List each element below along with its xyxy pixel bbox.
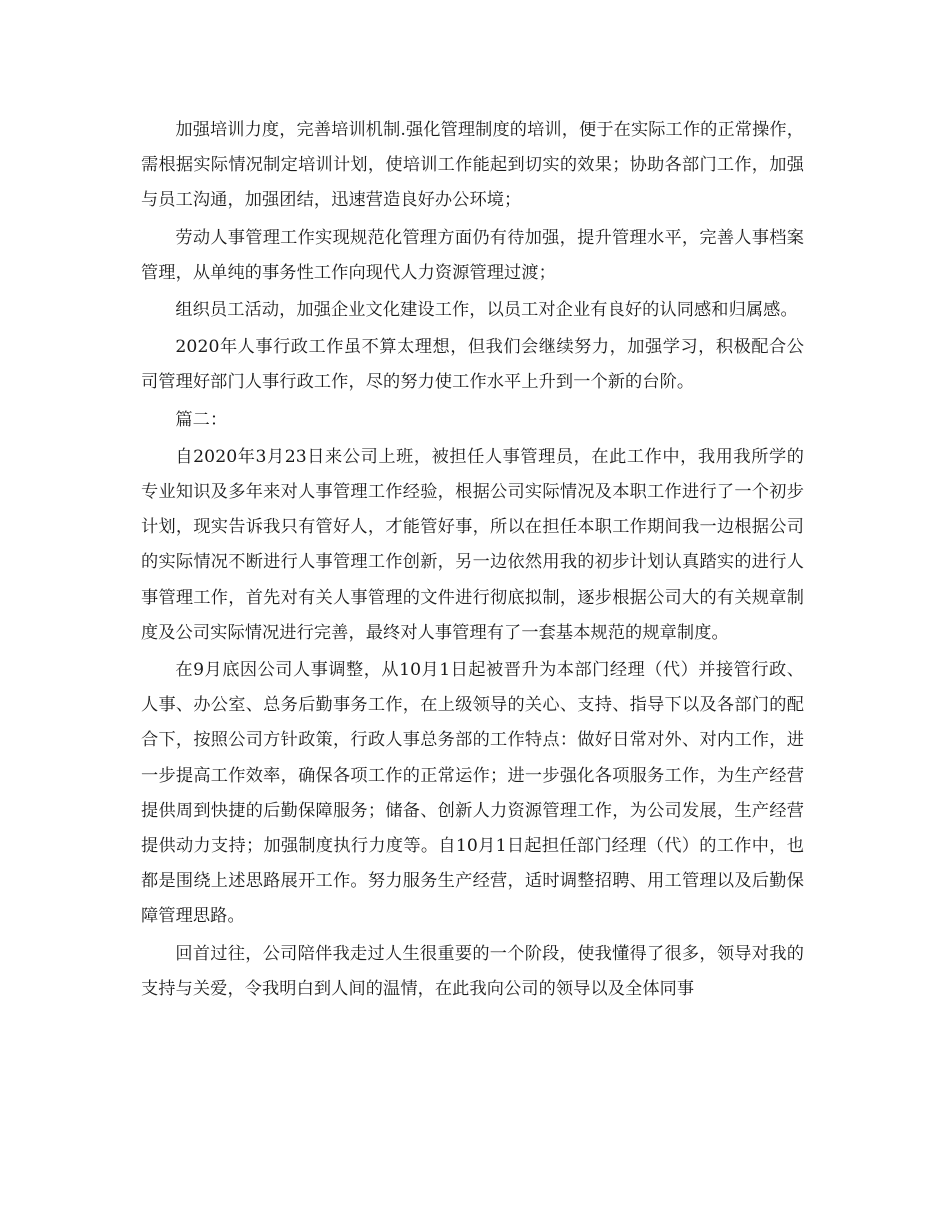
paragraph-promotion: 在9月底因公司人事调整，从10月1日起被晋升为本部门经理（代）并接管行政、人事、办公室、总务后勤事务工作，在上级领导的关心、支持、指导下以及各部门的配合下，按照公司方针政策，行政人事总务部的工作特点：做好日常对外、对内工作，进一步提高工作效率，确保各项工作的正常运作；进一步强化各项服务工作，为生产经营提供周到快捷的后勤保障服务；储备、创新人力资源管理工作，为公司发展，生产经营提供动力支持；加强制度执行力度等。自10月1日起担任部门经理（代）的工作中，也都是围绕上述思路展开工作。努力服务生产经营，适时调整招聘、用工管理以及后勤保障管理思路。 <box>141 660 804 927</box>
paragraph-looking-back: 回首过往，公司陪伴我走过人生很重要的一个阶段，使我懂得了很多，领导对我的支持与关爱，令我明白到人间的温情，在此我向公司的领导以及全体同事 <box>141 943 804 999</box>
paragraph-labor-management: 劳动人事管理工作实现规范化管理方面仍有待加强，提升管理水平，完善人事档案管理，从单纯的事务性工作向现代人力资源管理过渡； <box>141 227 804 283</box>
paragraph-training: 加强培训力度，完善培训机制.强化管理制度的培训，便于在实际工作的正常操作，需根据实际情况制定培训计划，使培训工作能起到切实的效果；协助各部门工作，加强与员工沟通，加强团结，迅速营造良好办公环境； <box>141 120 804 211</box>
paragraph-2020-summary: 2020年人事行政工作虽不算太理想，但我们会继续努力，加强学习，积极配合公司管理好部门人事行政工作，尽的努力使工作水平上升到一个新的台阶。 <box>141 337 804 393</box>
document-page <box>141 113 804 1009</box>
section-heading-part-two: 篇二： <box>175 409 228 430</box>
paragraph-employee-activities: 组织员工活动，加强企业文化建设工作，以员工对企业有良好的认同感和归属感。 <box>175 300 798 321</box>
paragraph-start-of-work: 自2020年3月23日来公司上班，被担任人事管理员，在此工作中，我用我所学的专业知识及多年来对人事管理工作经验，根据公司实际情况及本职工作进行了一个初步计划，现实告诉我只有管好人，才能管好事，所以在担任本职工作期间我一边根据公司的实际情况不断进行人事管理工作创新，另一边依然用我的初步计划认真踏实的进行人事管理工作，首先对有关人事管理的文件进行彻底拟制，逐步根据公司大的有关规章制度及公司实际情况进行完善，最终对人事管理有了一套基本规范的规章制度。 <box>141 446 804 643</box>
